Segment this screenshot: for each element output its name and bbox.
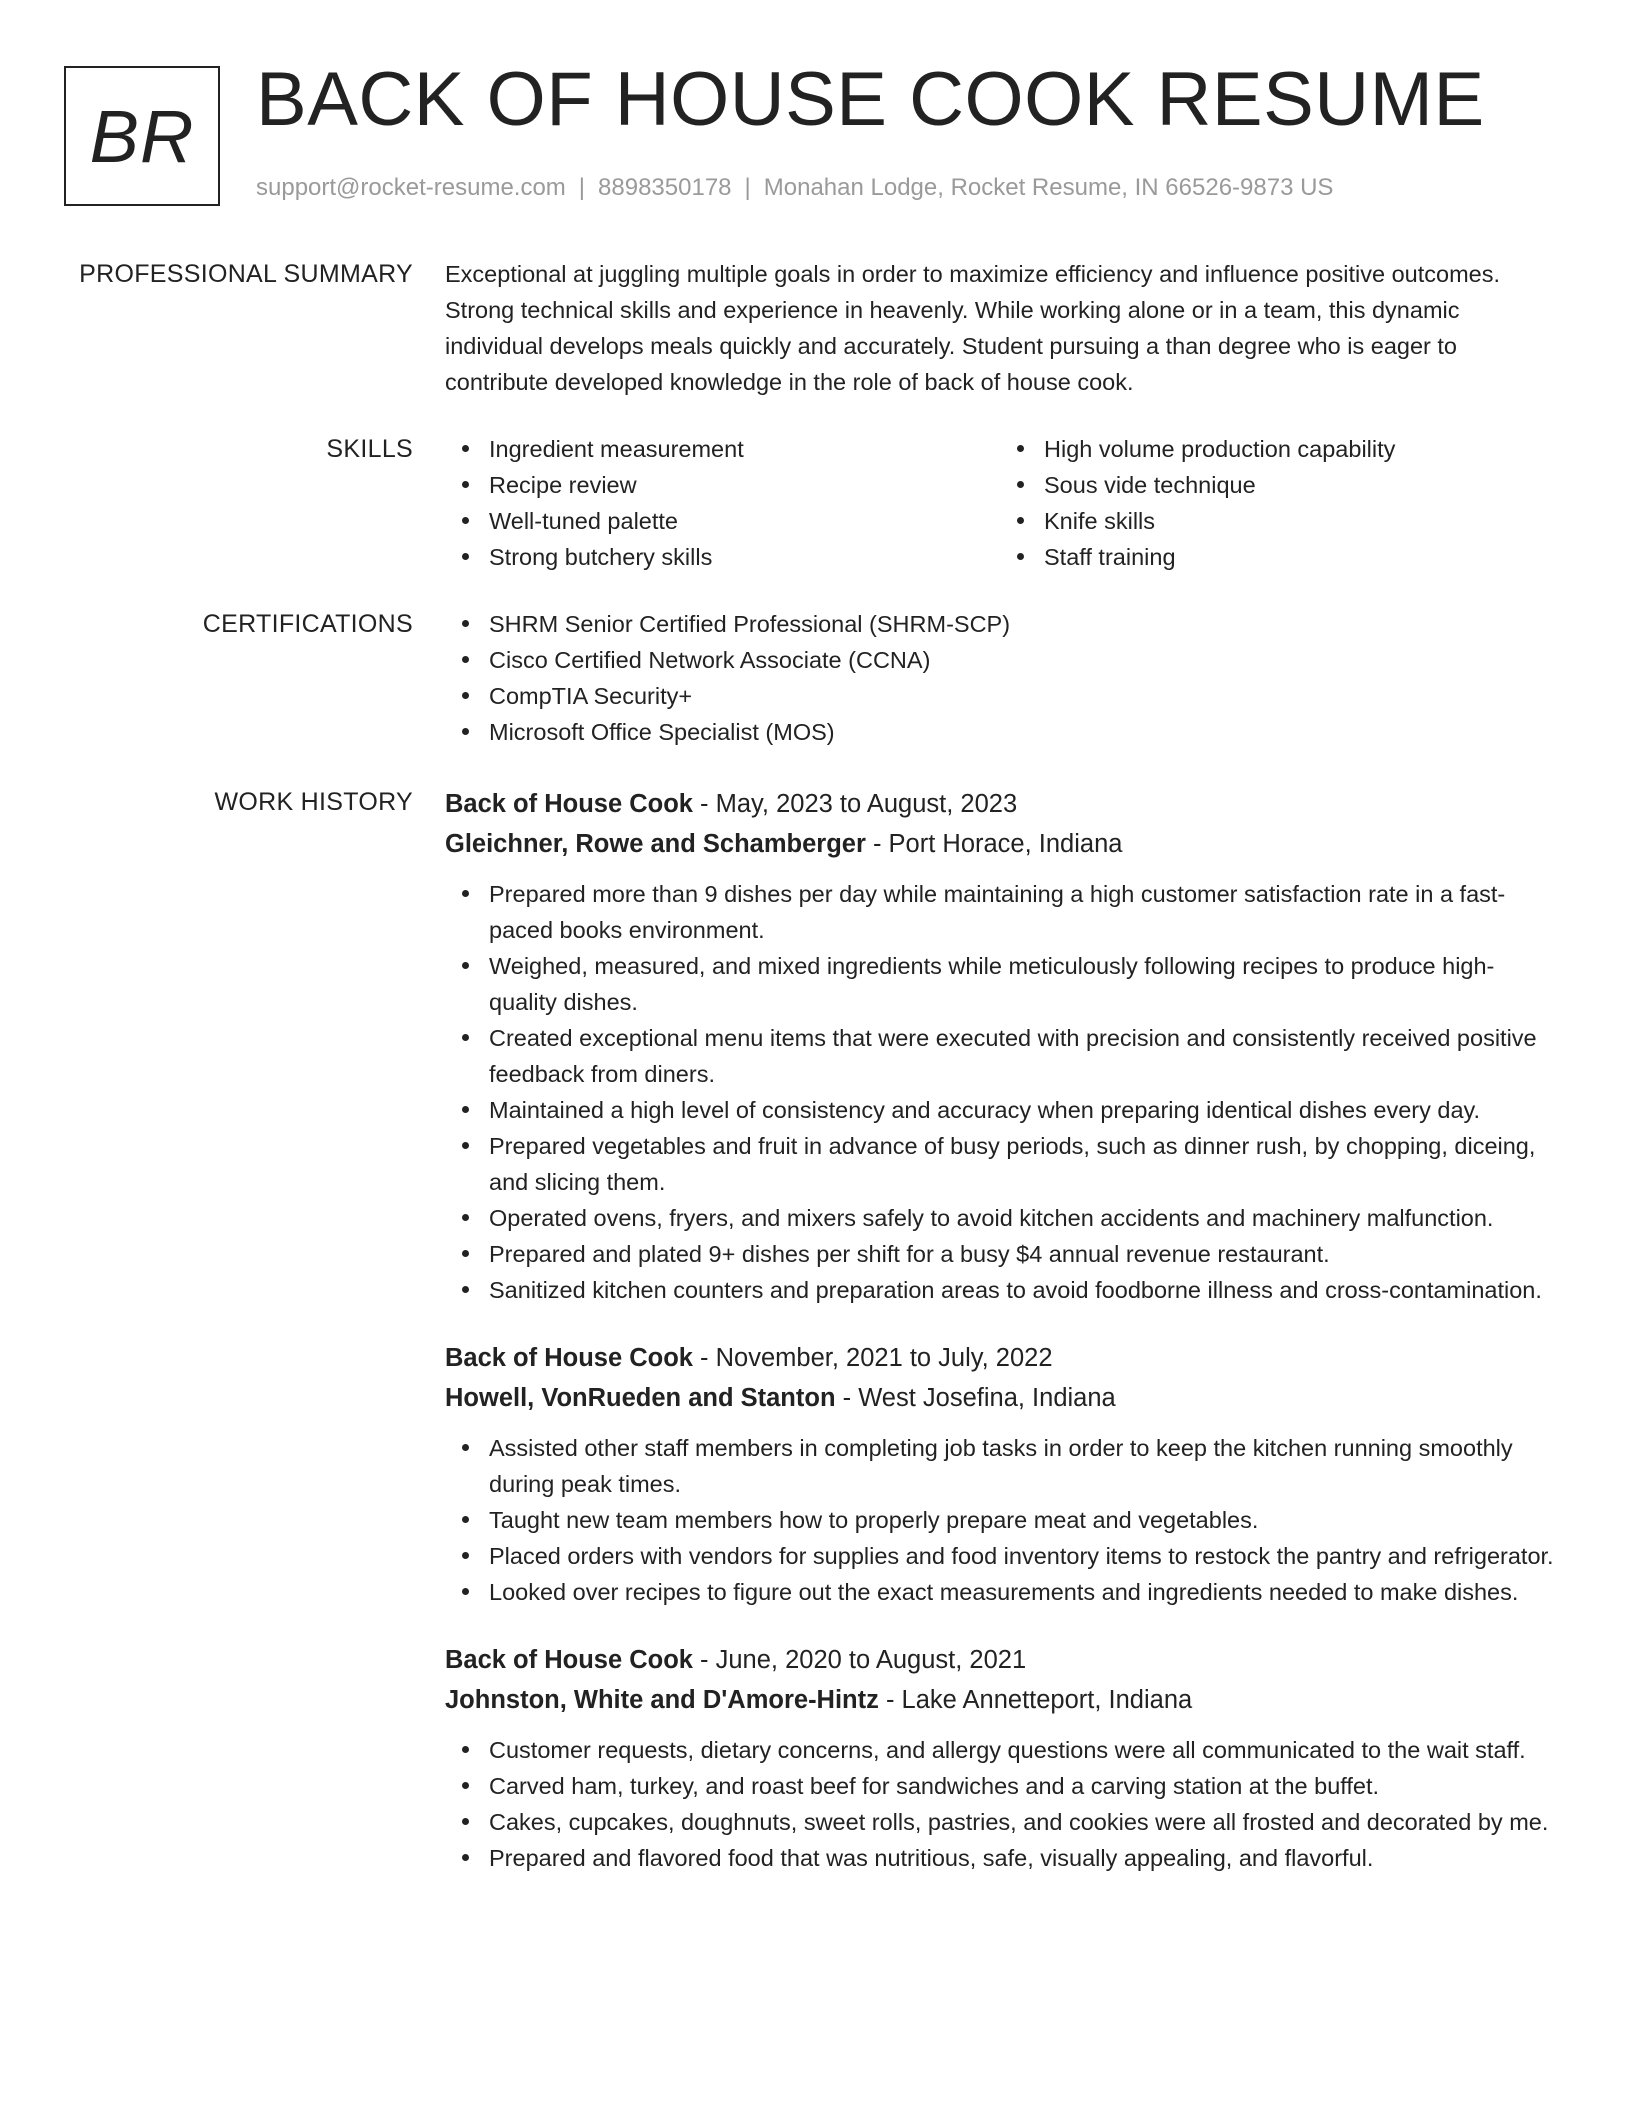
job-bullets (445, 876, 1555, 1308)
job-bullet: Prepared and plated 9+ dishes per shift for a busy $4 annual revenue restaurant. (489, 1236, 1555, 1272)
section-label-certifications: CERTIFICATIONS (202, 610, 413, 638)
job-company: Johnston, White and D'Amore-Hintz (445, 1686, 879, 1714)
section-label-work-history: WORK HISTORY (214, 788, 413, 816)
job-company: Howell, VonRueden and Stanton (445, 1384, 836, 1412)
job-bullets (445, 1430, 1555, 1610)
job-title: Back of House Cook (445, 1646, 693, 1674)
job-entry (445, 1640, 1555, 1876)
resume-title: BACK OF HOUSE COOK RESUME (256, 57, 1485, 142)
certification-item: CompTIA Security+ (489, 678, 1555, 714)
job-dates: - November, 2021 to July, 2022 (692, 1344, 1053, 1372)
skill-item: Knife skills (1044, 503, 1555, 539)
job-title-line (445, 1338, 1555, 1378)
job-title-line (445, 784, 1555, 824)
job-bullet: Prepared and flavored food that was nutritious, safe, visually appealing, and flavorful. (489, 1840, 1555, 1876)
contact-line (256, 174, 1333, 202)
job-bullet: Cakes, cupcakes, doughnuts, sweet rolls, pastries, and cookies were all frosted and decorated by me. (489, 1804, 1555, 1840)
job-bullet: Operated ovens, fryers, and mixers safely to avoid kitchen accidents and machinery malfunction. (489, 1200, 1555, 1236)
certification-item: Microsoft Office Specialist (MOS) (489, 714, 1555, 750)
skills-grid (445, 431, 1555, 575)
job-location: - Port Horace, Indiana (865, 830, 1123, 858)
job-title-line (445, 1640, 1555, 1680)
contact-separator: | (744, 174, 751, 201)
job-bullet: Weighed, measured, and mixed ingredients while meticulously following recipes to produce high-quality dishes. (489, 948, 1555, 1020)
job-bullets (445, 1732, 1555, 1876)
job-bullet: Sanitized kitchen counters and preparation areas to avoid foodborne illness and cross-contamination. (489, 1272, 1555, 1308)
skills-list-right (1000, 431, 1555, 575)
certifications-list (445, 606, 1555, 750)
skill-item: Recipe review (489, 467, 1000, 503)
job-company-line (445, 824, 1555, 864)
certification-item: SHRM Senior Certified Professional (SHRM-SCP) (489, 606, 1555, 642)
work-history-body (445, 784, 1555, 1906)
job-bullet: Prepared more than 9 dishes per day while maintaining a high customer satisfaction rate in a fast-paced books environment. (489, 876, 1555, 948)
job-bullet: Customer requests, dietary concerns, and allergy questions were all communicated to the wait staff. (489, 1732, 1555, 1768)
job-bullet: Created exceptional menu items that were executed with precision and consistently received positive feedback from diners. (489, 1020, 1555, 1092)
job-bullet: Prepared vegetables and fruit in advance of busy periods, such as dinner rush, by chopping, diceing, and slicing them. (489, 1128, 1555, 1200)
job-location: - Lake Annetteport, Indiana (878, 1686, 1193, 1714)
contact-address: Monahan Lodge, Rocket Resume, IN 66526-9873 US (763, 174, 1334, 201)
contact-phone: 8898350178 (598, 174, 732, 201)
job-location: - West Josefina, Indiana (835, 1384, 1116, 1412)
job-entry (445, 784, 1555, 1308)
job-bullet: Maintained a high level of consistency and accuracy when preparing identical dishes every day. (489, 1092, 1555, 1128)
skill-item: Sous vide technique (1044, 467, 1555, 503)
job-title: Back of House Cook (445, 790, 693, 818)
skill-item: High volume production capability (1044, 431, 1555, 467)
job-title: Back of House Cook (445, 1344, 693, 1372)
job-bullet: Taught new team members how to properly prepare meat and vegetables. (489, 1502, 1555, 1538)
section-label-summary: PROFESSIONAL SUMMARY (79, 260, 413, 288)
skill-item: Staff training (1044, 539, 1555, 575)
summary-text: Exceptional at juggling multiple goals in order to maximize efficiency and influence positive outcomes. Strong technical skills and experience in heavenly. While working alone or in a team, this dynamic individual develops meals quickly and accurately. Student pursuing a than degree who is eager to contribute developed knowledge in the role of back of house cook. (445, 261, 1501, 395)
job-bullet: Assisted other staff members in completing job tasks in order to keep the kitchen running smoothly during peak times. (489, 1430, 1555, 1502)
contact-email: support@rocket-resume.com (256, 174, 566, 201)
certifications-body (445, 606, 1555, 750)
contact-separator: | (578, 174, 586, 201)
certification-item: Cisco Certified Network Associate (CCNA) (489, 642, 1555, 678)
section-label-skills: SKILLS (326, 435, 413, 463)
job-bullet: Looked over recipes to figure out the exact measurements and ingredients needed to make dishes. (489, 1574, 1555, 1610)
job-entry (445, 1338, 1555, 1610)
job-company-line (445, 1378, 1555, 1418)
job-dates: - June, 2020 to August, 2021 (692, 1646, 1027, 1674)
job-bullet: Placed orders with vendors for supplies and food inventory items to restock the pantry and refrigerator. (489, 1538, 1555, 1574)
skill-item: Well-tuned palette (489, 503, 1000, 539)
skill-item: Strong butchery skills (489, 539, 1000, 575)
job-bullet: Carved ham, turkey, and roast beef for sandwiches and a carving station at the buffet. (489, 1768, 1555, 1804)
skills-list-left (445, 431, 1000, 575)
job-company-line (445, 1680, 1555, 1720)
skill-item: Ingredient measurement (489, 431, 1000, 467)
monogram-badge: BR (64, 66, 220, 206)
job-company: Gleichner, Rowe and Schamberger (445, 830, 866, 858)
job-dates: - May, 2023 to August, 2023 (692, 790, 1018, 818)
